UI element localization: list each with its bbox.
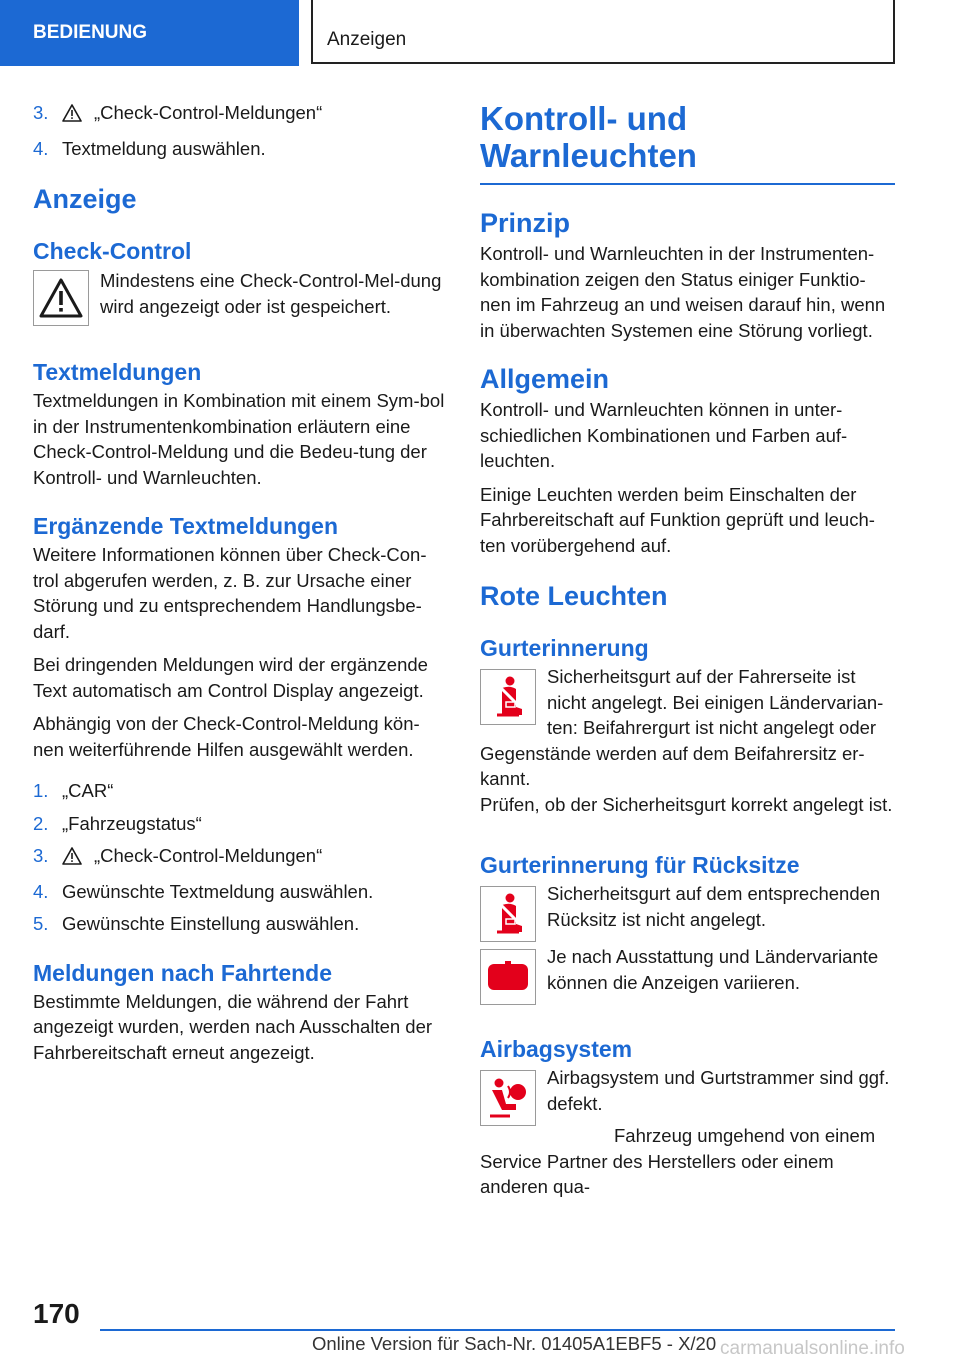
heading-gurterinnerung: Gurterinnerung: [480, 635, 649, 661]
warning-icon: [62, 103, 82, 129]
step-text: „Check-Control-Meldungen“: [94, 102, 323, 123]
steps-list: [33, 778, 448, 937]
page-number: 170: [33, 1298, 80, 1329]
airbag-block: [480, 1065, 895, 1123]
right-column: [480, 100, 895, 1200]
list-item: [33, 136, 448, 162]
title-line-1: Kontroll- und: [480, 100, 688, 137]
chapter-title: Anzeigen: [311, 0, 895, 64]
section-label: BEDIENUNG: [0, 0, 299, 66]
check-control-block: [33, 268, 448, 328]
list-item: [33, 811, 448, 837]
step-text: Gewünschte Textmeldung auswählen.: [62, 880, 374, 902]
heading-airbagsystem: Airbagsystem: [480, 1036, 633, 1062]
paragraph: Einige Leuchten werden beim Einschalten der Fahrbereitschaft auf Funktion geprüft und leuch-ten vorübergehend auf.: [480, 483, 875, 556]
list-item: [33, 843, 448, 872]
gurterinnerung-ruecksitze-block: [480, 881, 895, 944]
rear-seat-indicator-block: [480, 944, 895, 1007]
heading-textmeldungen: Textmeldungen: [33, 359, 202, 385]
textmeldungen-text: Textmeldungen in Kombination mit einem Sym-bol in der Instrumentenkombination erläutern eine Check-Control-Meldung und die Bedeu-tung der Kontroll- und Warnleuchten.: [33, 390, 445, 488]
paragraph: Fahrzeug umgehend von einem Service Partner des Herstellers oder einem anderen qua-: [480, 1125, 876, 1197]
step-number: 1.: [33, 780, 49, 801]
heading-check-control: Check-Control: [33, 238, 192, 264]
step-number: 5.: [33, 913, 49, 934]
heading-gurterinnerung-ruecksitze: Gurterinnerung für Rücksitze: [480, 852, 800, 878]
step-number: 3.: [33, 845, 49, 866]
paragraph: Prüfen, ob der Sicherheitsgurt korrekt angelegt ist.: [480, 793, 893, 815]
step-text: „Check-Control-Meldungen“: [94, 845, 323, 866]
heading-meldungen-nach-fahrtende: Meldungen nach Fahrtende: [33, 959, 333, 986]
list-item: [33, 100, 448, 129]
gurterinnerung-block: [480, 664, 895, 792]
title-line-2: Warnleuchten: [480, 137, 697, 174]
warning-triangle-icon: [33, 270, 89, 326]
airbag-icon: [480, 1070, 536, 1126]
paragraph: Bei dringenden Meldungen wird der ergänzende Text automatisch am Control Display angezeigt.: [33, 654, 428, 701]
paragraph: Airbagsystem und Gurtstrammer sind ggf. defekt.: [547, 1067, 890, 1114]
step-number: 4.: [33, 137, 49, 159]
footer-divider: [100, 1329, 895, 1331]
paragraph: Bestimmte Meldungen, die während der Fahrt angezeigt wurden, werden nach Ausschalten der Fahrbereitschaft erneut angezeigt.: [33, 990, 433, 1063]
list-item: [33, 778, 448, 804]
page-title: [480, 100, 895, 185]
heading-prinzip: Prinzip: [480, 208, 571, 238]
paragraph: Weitere Informationen können über Check-Con-trol abgerufen werden, z. B. zur Ursache einer Störung und zu entsprechendem Handlungsbe-darf.: [33, 544, 427, 642]
paragraph: Je nach Ausstattung und Ländervariante können die Anzeigen variieren.: [547, 946, 879, 993]
heading-rote-leuchten: Rote Leuchten: [480, 581, 668, 611]
step-text: Gewünschte Einstellung auswählen.: [62, 913, 360, 934]
step-number: 2.: [33, 812, 49, 834]
heading-allgemein: Allgemein: [480, 364, 610, 394]
seatbelt-icon: [480, 669, 536, 725]
watermark: carmanualsonline.info: [720, 1338, 905, 1359]
paragraph: Kontroll- und Warnleuchten in der Instrumenten-kombination zeigen den Status einiger Funktio-nen im Fahrzeug an und weisen darauf hin, wenn in überwachten Systemen eine Störung vorliegt.: [480, 243, 886, 341]
top-steps-list: [33, 100, 448, 161]
page-header: [0, 0, 960, 66]
list-item: [33, 879, 448, 905]
warning-icon: [62, 846, 82, 872]
paragraph: Kontroll- und Warnleuchten können in unter-schiedlichen Kombinationen und Farben auf-leuchten.: [480, 399, 848, 471]
heading-ergaenzende-textmeldungen: Ergänzende Textmeldungen: [33, 513, 339, 539]
seatbelt-icon: [480, 886, 536, 942]
step-number: 3.: [33, 102, 49, 123]
paragraph: Sicherheitsgurt auf dem entsprechenden Rücksitz ist nicht angelegt.: [547, 883, 881, 930]
footer-text: Online Version für Sach-Nr. 01405A1EBF5 - X/20: [312, 1333, 717, 1354]
step-text: Textmeldung auswählen.: [62, 137, 266, 159]
step-text: „CAR“: [62, 780, 114, 801]
list-item: [33, 911, 448, 937]
step-text: „Fahrzeugstatus“: [62, 812, 202, 834]
rear-seat-indicator-icon: [480, 949, 536, 1005]
paragraph: Abhängig von der Check-Control-Meldung kön-nen weiterführende Hilfen ausgewählt werden.: [33, 713, 420, 760]
step-number: 4.: [33, 880, 49, 902]
left-column: [33, 100, 448, 1065]
check-control-text: Mindestens eine Check-Control-Mel-dung wird angezeigt oder ist gespeichert.: [100, 270, 442, 317]
paragraph: Sicherheitsgurt auf der Fahrerseite ist nicht angelegt. Bei einigen Ländervarian-ten: Beifahrergurt ist nicht angelegt oder Gegenstände werden auf dem Beifahrersitz er-kannt.: [480, 666, 884, 789]
heading-anzeige: Anzeige: [33, 184, 137, 214]
